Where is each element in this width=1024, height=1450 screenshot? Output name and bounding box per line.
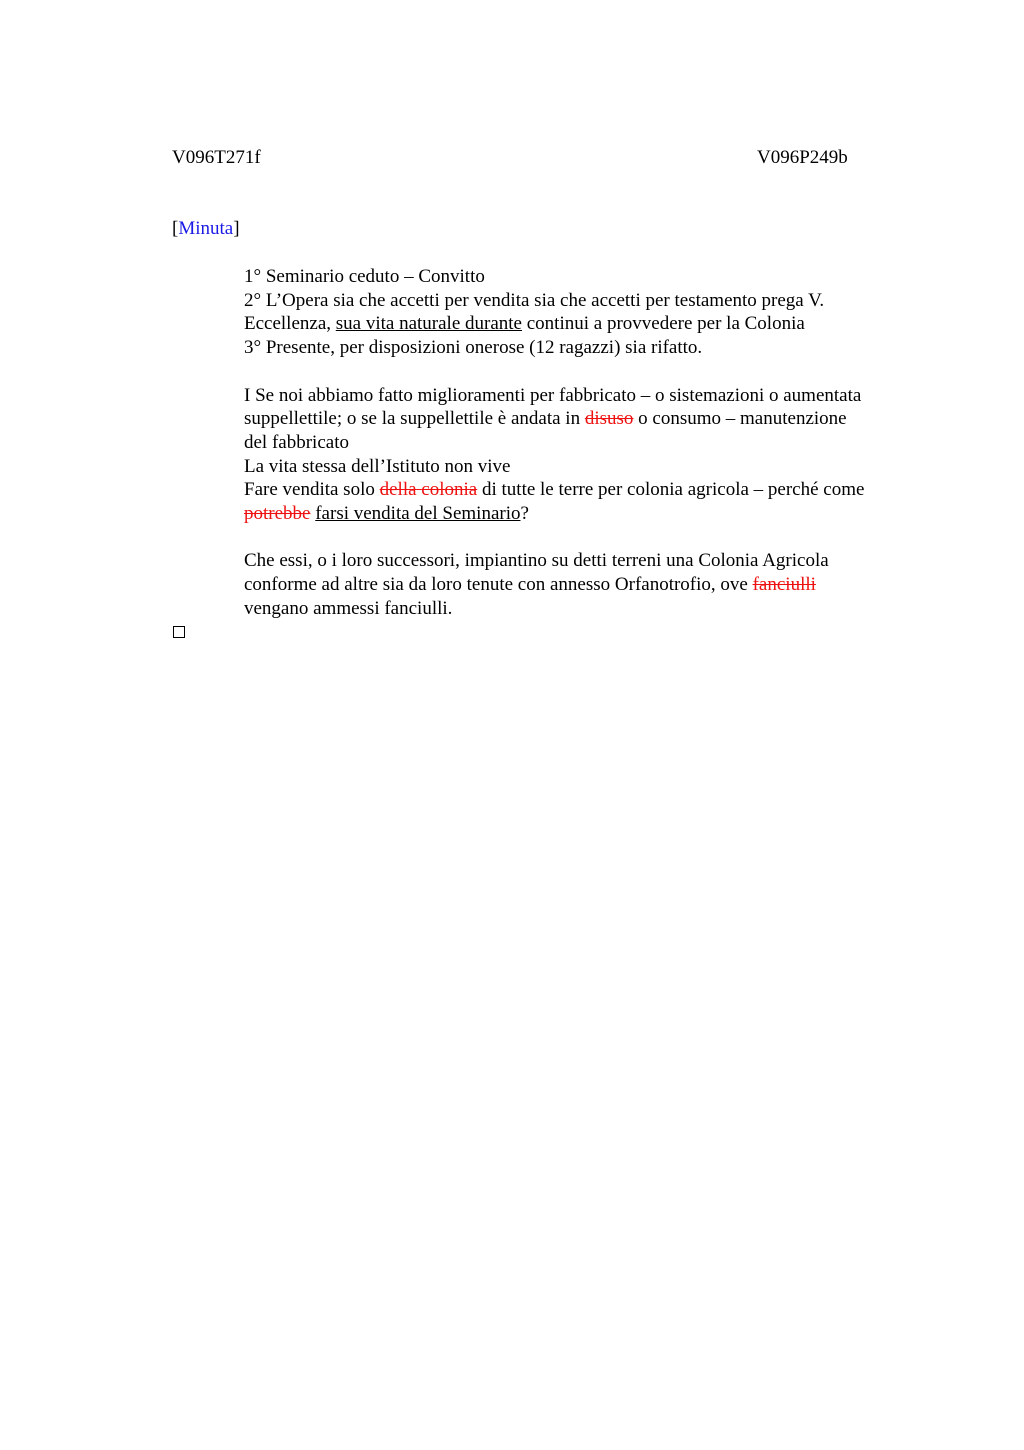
paragraph1-line3-post: continui a provvedere per la Colonia [522, 313, 805, 335]
paragraph1-line4: 3° Presente, per disposizioni onerose (12 ragazzi) sia rifatto. [244, 337, 703, 359]
paragraph1-line1: 1° Seminario ceduto – Convitto [244, 266, 485, 287]
deleted-text: potrebbe [244, 503, 311, 525]
paragraph3-line2 [244, 573, 944, 597]
minuta-label [172, 217, 240, 241]
document-code-right: V096P249b [757, 147, 848, 168]
paragraph2-line5 [244, 478, 944, 502]
paragraph2-line6-post: ? [520, 503, 529, 525]
paragraph-gap [244, 526, 944, 550]
paragraph2-line2-pre: suppellettile; o se la suppellettile è andata in [244, 408, 585, 430]
document-code-left: V096T271f [172, 147, 261, 168]
paragraph2-line5-pre: Fare vendita solo [244, 479, 380, 501]
paragraph3-line3: vengano ammessi fanciulli. [244, 597, 453, 619]
deleted-text: della [379, 479, 417, 501]
deleted-text: disuso [584, 408, 634, 430]
paragraph2-line1: I Se noi abbiamo fatto miglioramenti per fabbricato – o sistemazioni o aumentata [244, 384, 862, 406]
paragraph-gap [244, 360, 944, 384]
end-marker-box-icon [173, 626, 185, 638]
paragraph2-line2-post: o consumo – manutenzione [633, 408, 847, 430]
underlined-text: sua vita naturale durante [335, 313, 522, 335]
document-body [244, 265, 944, 621]
paragraph1-line2: 2° L’Opera sia che accetti per vendita sia che accetti per testamento prega V. [244, 289, 825, 311]
paragraph3-line2-pre: conforme ad altre sia da loro tenute con annesso Orfanotrofio, ove [244, 574, 753, 596]
paragraph1-line3-pre: Eccellenza, [244, 313, 336, 335]
paragraph1-line3 [244, 312, 944, 336]
paragraph2-line5-post: di tutte le terre per colonia agricola – perché come [477, 479, 865, 501]
deleted-text: fanciulli [752, 574, 816, 596]
minuta-word: Minuta [178, 218, 234, 239]
deleted-text: colonia [421, 479, 478, 501]
underlined-text: farsi vendita del Seminario [315, 503, 521, 525]
minuta-open-bracket: [ [172, 218, 179, 239]
minuta-close-bracket: ] [233, 218, 240, 239]
paragraph3-line1: Che essi, o i loro successori, impiantino su detti terreni una Colonia Agricola [244, 550, 829, 572]
paragraph2-line2 [244, 407, 944, 431]
paragraph2-line6 [244, 502, 944, 526]
paragraph2-line3: del fabbricato [244, 431, 349, 453]
paragraph2-line4: La vita stessa dell’Istituto non vive [244, 455, 511, 477]
